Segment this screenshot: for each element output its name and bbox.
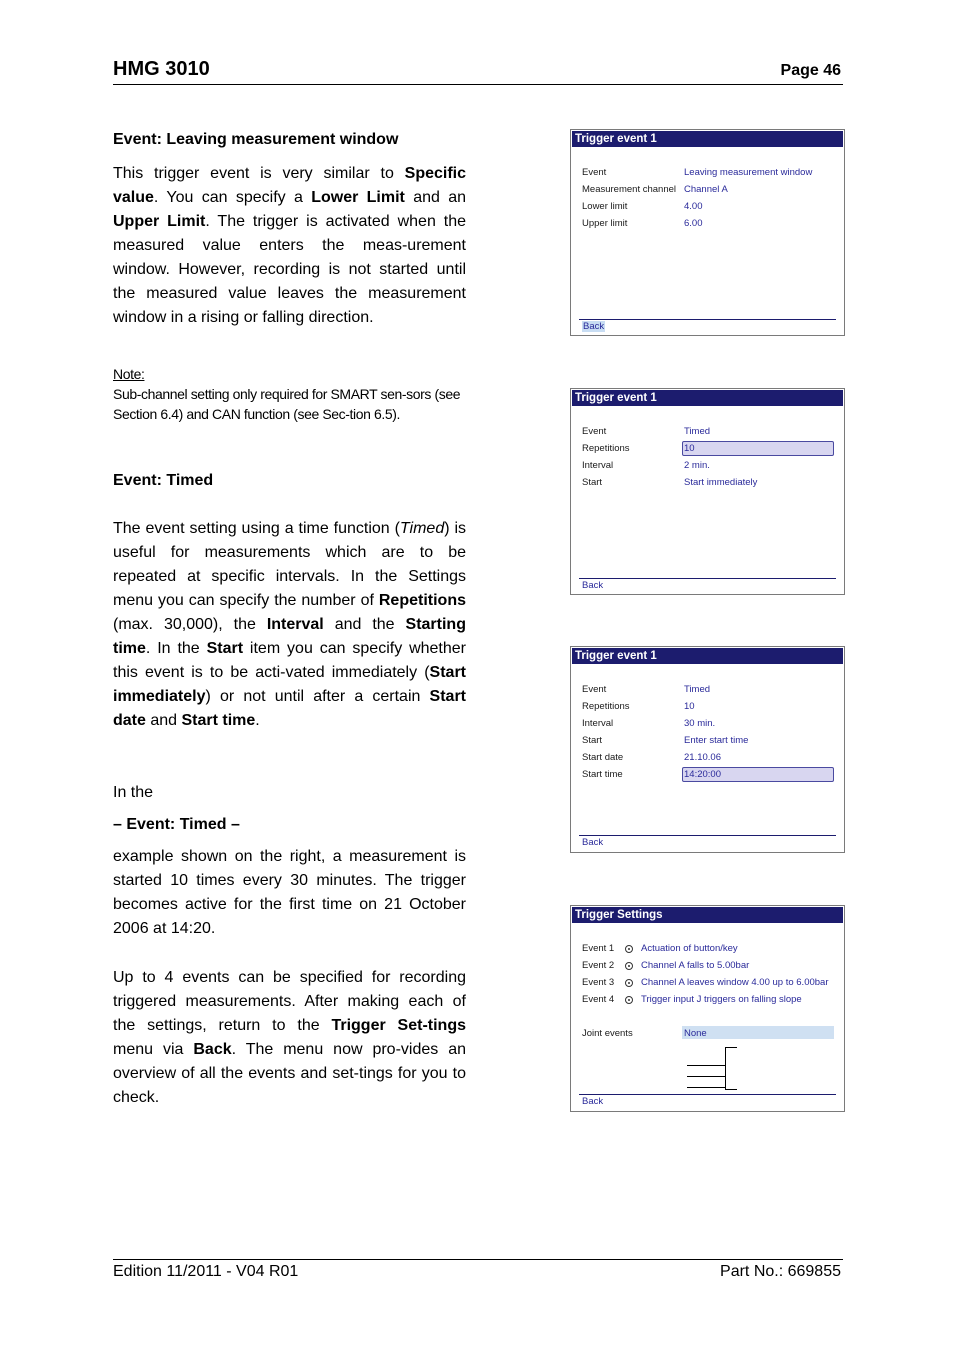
paragraph-example bbox=[113, 845, 466, 941]
paragraph-leaving-window bbox=[113, 162, 466, 330]
paragraph-4: example shown on the right, a measurement is started 10 times every 30 minutes. The trigger becomes active for the first time on 21 October 2006 at 14:20. bbox=[113, 848, 466, 937]
row-label: Lower limit bbox=[582, 201, 628, 212]
text-run: . You can specify a bbox=[153, 189, 312, 206]
text-run: . In the bbox=[145, 640, 207, 657]
screen-rule bbox=[579, 578, 836, 579]
bold-run: Start date bbox=[113, 688, 466, 729]
event-value[interactable]: Trigger input J triggers on falling slope bbox=[641, 994, 802, 1005]
row-label: Repetitions bbox=[582, 443, 630, 454]
footer-rule bbox=[113, 1259, 843, 1260]
event-value[interactable]: Channel A falls to 5.00bar bbox=[641, 960, 750, 971]
paragraph-5 bbox=[113, 966, 466, 1110]
row-value[interactable]: 6.00 bbox=[684, 218, 703, 229]
row-label: Event bbox=[582, 426, 607, 437]
paragraph-up-to-4 bbox=[113, 966, 466, 1110]
bold-run: Specific value bbox=[113, 165, 466, 206]
text-run: and the bbox=[323, 616, 406, 633]
row-value[interactable]: 2 min. bbox=[684, 460, 710, 471]
row-value[interactable]: Enter start time bbox=[684, 735, 749, 746]
bold-run: Repetitions bbox=[378, 592, 466, 609]
section-timed bbox=[113, 469, 466, 493]
paragraph-timed bbox=[113, 517, 466, 733]
page-number: Page 46 bbox=[780, 62, 841, 79]
event-label: Event 1 bbox=[582, 943, 615, 954]
back-button[interactable]: Back bbox=[582, 580, 604, 591]
paragraph-1 bbox=[113, 162, 466, 330]
row-value[interactable]: Channel A bbox=[684, 184, 728, 195]
section-leaving-window bbox=[113, 128, 466, 152]
radio-bullet-icon bbox=[625, 996, 633, 1004]
screen-title: Trigger Settings bbox=[572, 907, 843, 923]
back-button[interactable]: Back bbox=[582, 1096, 604, 1107]
bold-run: Start bbox=[206, 640, 244, 657]
text-run: item you can specify whether this event is to be acti-vated immediately ( bbox=[113, 640, 466, 681]
paragraph-3: In the bbox=[113, 784, 154, 801]
radio-bullet-icon bbox=[625, 979, 633, 987]
row-label: Start bbox=[582, 735, 603, 746]
row-value[interactable]: Start immediately bbox=[684, 477, 758, 488]
bold-run: Upper Limit bbox=[113, 213, 206, 230]
back-button[interactable]: Back bbox=[582, 837, 604, 848]
event-label: Event 2 bbox=[582, 960, 615, 971]
row-label: Interval bbox=[582, 718, 614, 729]
row-value[interactable]: Timed bbox=[684, 426, 711, 437]
text-run: (max. 30,000), the bbox=[113, 616, 267, 633]
text-run: Up to 4 events can be specified for recording triggered measurements. After making each of the settings, return to the bbox=[113, 969, 466, 1034]
heading-event-timed: – Event: Timed – bbox=[113, 816, 240, 833]
text-run: and bbox=[145, 712, 182, 729]
header-rule bbox=[113, 84, 843, 85]
tree-line bbox=[687, 1087, 725, 1088]
text-run: ) is useful for measurements which are to be repeated at specific intervals. In the Settings menu you can specify the number of bbox=[113, 520, 467, 609]
joint-events-label: Joint events bbox=[582, 1028, 633, 1039]
screen-title: Trigger event 1 bbox=[572, 648, 843, 664]
start-time-input[interactable]: 14:20:00 bbox=[684, 769, 721, 780]
paragraph-in-the bbox=[113, 781, 466, 805]
event-value[interactable]: Actuation of button/key bbox=[641, 943, 738, 954]
bold-run: Back bbox=[193, 1041, 232, 1058]
document-title: HMG 3010 bbox=[113, 58, 210, 80]
text-run: . The trigger is activated when the measured value enters the meas-urement window. However, recording is not started until the measured value leaves the measurement window in a rising or falling direction. bbox=[113, 213, 466, 326]
edition-text: Edition 11/2011 - V04 R01 bbox=[113, 1263, 299, 1280]
note-text: Sub-channel setting only required for SMART sen-sors (see Section 6.4) and CAN function (see Sec-tion 6.5). bbox=[113, 386, 461, 422]
bold-run: Lower Limit bbox=[311, 189, 405, 206]
row-value[interactable]: Timed bbox=[684, 684, 711, 695]
row-label: Repetitions bbox=[582, 701, 630, 712]
screen-title: Trigger event 1 bbox=[572, 390, 843, 406]
event-label: Event 4 bbox=[582, 994, 615, 1005]
row-label: Upper limit bbox=[582, 218, 628, 229]
screen-title: Trigger event 1 bbox=[572, 131, 843, 147]
heading-leaving-window: Event: Leaving measurement window bbox=[113, 131, 399, 148]
back-button[interactable]: Back bbox=[583, 321, 605, 332]
joint-events-select[interactable]: None bbox=[684, 1028, 707, 1039]
row-label: Start bbox=[582, 477, 603, 488]
row-label: Start date bbox=[582, 752, 624, 763]
screen-rule bbox=[579, 319, 836, 320]
bold-run: Starting time bbox=[113, 616, 466, 657]
row-label: Event bbox=[582, 684, 607, 695]
screen-trigger-event-timed bbox=[570, 388, 845, 595]
text-run: . The menu now pro-vides an overview of all the events and set-tings for you to check. bbox=[113, 1041, 466, 1106]
selected-field-highlight bbox=[682, 441, 834, 456]
paragraph-2 bbox=[113, 517, 466, 733]
text-run: ) or not until after a certain bbox=[205, 688, 430, 705]
note-label: Note: bbox=[113, 366, 145, 382]
row-value[interactable]: 4.00 bbox=[684, 201, 703, 212]
tree-line bbox=[687, 1065, 725, 1066]
radio-bullet-icon bbox=[625, 945, 633, 953]
note-block bbox=[113, 364, 466, 424]
row-label: Interval bbox=[582, 460, 614, 471]
text-run: This trigger event is very similar to bbox=[113, 165, 405, 182]
part-number: Part No.: 669855 bbox=[720, 1263, 841, 1280]
row-value[interactable]: Leaving measurement window bbox=[684, 167, 813, 178]
screen-rule bbox=[579, 1094, 836, 1095]
screen-trigger-event-start-time bbox=[570, 646, 845, 853]
text-run: The event setting using a time function ( bbox=[113, 520, 400, 537]
radio-bullet-icon bbox=[625, 962, 633, 970]
event-value[interactable]: Channel A leaves window 4.00 up to 6.00bar bbox=[641, 977, 829, 988]
row-label: Start time bbox=[582, 769, 623, 780]
heading-event-timed-block bbox=[113, 813, 466, 837]
row-value[interactable]: 10 bbox=[684, 701, 695, 712]
row-value[interactable]: 21.10.06 bbox=[684, 752, 721, 763]
text-run: . bbox=[255, 712, 260, 729]
italic-run: Timed bbox=[399, 520, 445, 537]
bold-run: Trigger Set-tings bbox=[331, 1017, 466, 1034]
bold-run: Interval bbox=[266, 616, 324, 633]
tree-line bbox=[725, 1047, 737, 1048]
text-run: and an bbox=[404, 189, 467, 206]
tree-line bbox=[687, 1076, 725, 1077]
text-run: menu via bbox=[113, 1041, 194, 1058]
row-value[interactable]: 30 min. bbox=[684, 718, 716, 729]
tree-line bbox=[725, 1089, 737, 1090]
repetitions-input[interactable]: 10 bbox=[684, 443, 695, 454]
screen-rule bbox=[579, 835, 836, 836]
row-label: Measurement channel bbox=[582, 184, 676, 195]
row-label: Event bbox=[582, 167, 607, 178]
bold-run: Start time bbox=[181, 712, 256, 729]
tree-line bbox=[725, 1047, 726, 1089]
bold-run: Start immediately bbox=[113, 664, 466, 705]
event-label: Event 3 bbox=[582, 977, 615, 988]
screen-trigger-event-leaving bbox=[570, 129, 845, 336]
heading-timed: Event: Timed bbox=[113, 472, 214, 489]
screen-trigger-settings bbox=[570, 905, 845, 1112]
